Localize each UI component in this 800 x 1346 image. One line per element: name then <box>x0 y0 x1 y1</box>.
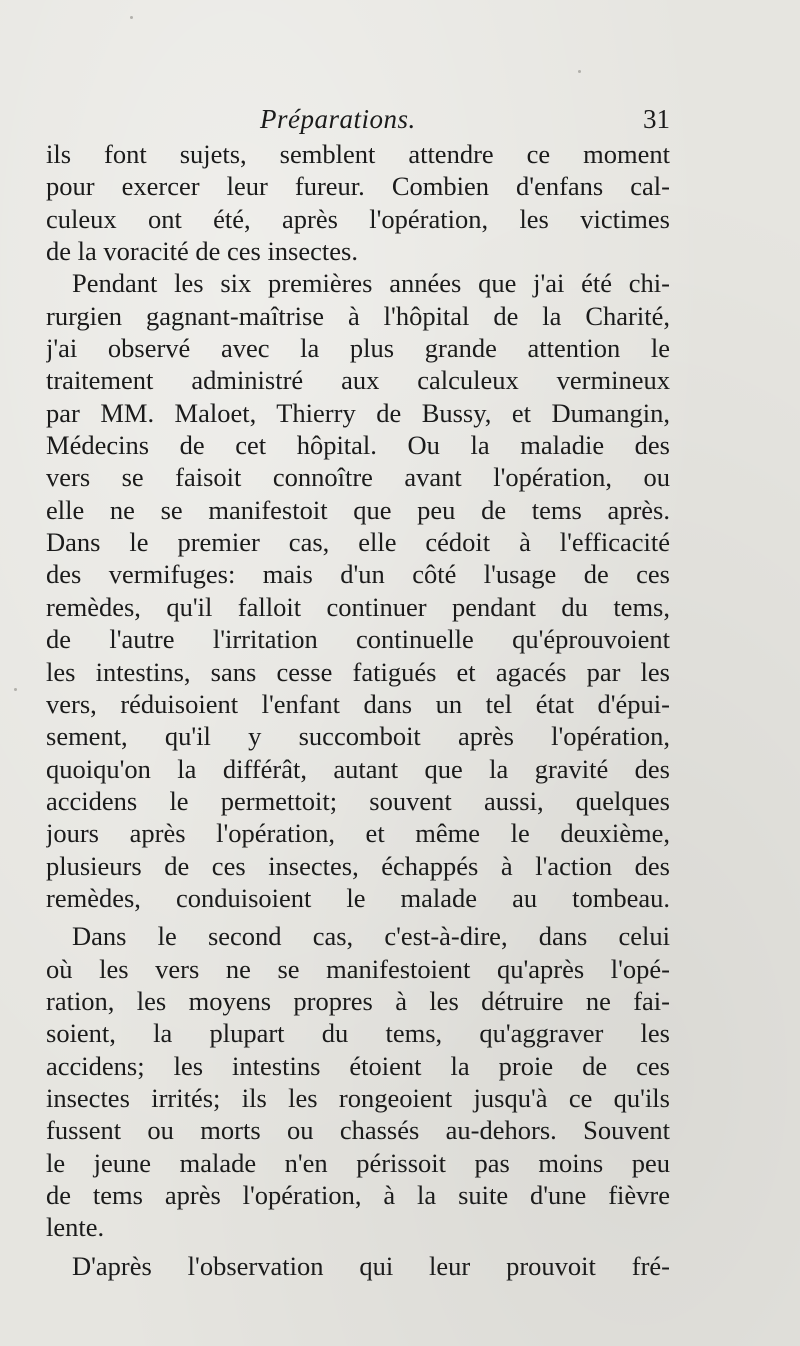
text-line: par MM. Maloet, Thierry de Bussy, et Dumangin, <box>46 397 670 428</box>
text-line: de la voracité de ces insectes. <box>46 236 358 267</box>
text-line: D'après l'observation qui leur prouvoit fré- <box>72 1250 670 1281</box>
text-line: sement, qu'il y succomboit après l'opération, <box>46 721 670 752</box>
text-line: traitement administré aux calculeux vermineux <box>46 365 670 396</box>
body-text <box>46 138 670 1282</box>
text-line: remèdes, qu'il falloit continuer pendant du tems, <box>46 591 670 622</box>
text-line: pour exercer leur fureur. Combien d'enfans cal- <box>46 171 670 202</box>
text-line: Dans le premier cas, elle cédoit à l'efficacité <box>46 527 670 558</box>
text-line: quoiqu'on la différât, autant que la gravité des <box>46 753 670 784</box>
text-line: lente. <box>46 1212 105 1243</box>
text-line: rurgien gagnant-maîtrise à l'hôpital de la Charité, <box>46 300 670 331</box>
ink-speck <box>578 70 581 73</box>
text-line: remèdes, conduisoient le malade au tombeau. <box>46 882 670 913</box>
text-line: elle ne se manifestoit que peu de tems après. <box>46 494 670 525</box>
text-line: j'ai observé avec la plus grande attention le <box>46 333 670 364</box>
page-header <box>46 104 670 138</box>
text-line: jours après l'opération, et même le deuxième, <box>46 818 670 849</box>
text-line: accidens; les intestins étoient la proie de ces <box>46 1050 670 1081</box>
text-line: accidens le permettoit; souvent aussi, quelques <box>46 785 670 816</box>
ink-speck <box>14 688 17 691</box>
text-line: vers, réduisoient l'enfant dans un tel état d'épui- <box>46 688 670 719</box>
text-line: ils font sujets, semblent attendre ce moment <box>46 139 670 169</box>
page-number: 31 <box>643 104 670 134</box>
text-line: vers se faisoit connoître avant l'opération, ou <box>46 462 670 493</box>
text-line: Dans le second cas, c'est-à-dire, dans celui <box>72 921 670 952</box>
text-line: de tems après l'opération, à la suite d'une fièvre <box>46 1180 670 1210</box>
text-line: plusieurs de ces insectes, échappés à l'action des <box>46 850 670 881</box>
text-line: ration, les moyens propres à les détruire ne fai- <box>46 985 670 1016</box>
text-line: soient, la plupart du tems, qu'aggraver les <box>46 1018 670 1049</box>
text-line: fussent ou morts ou chassés au-dehors. Souvent <box>46 1115 670 1146</box>
text-line: de l'autre l'irritation continuelle qu'éprouvoient <box>46 624 670 655</box>
running-head: Préparations. <box>260 104 416 134</box>
text-line: où les vers ne se manifestoient qu'après l'opé- <box>46 953 670 984</box>
ink-speck <box>130 16 133 19</box>
text-line: Médecins de cet hôpital. Ou la maladie des <box>46 430 670 461</box>
text-line: insectes irrités; ils les rongeoient jusqu'à ce qu'ils <box>46 1082 670 1113</box>
text-line: les intestins, sans cesse fatigués et agacés par les <box>46 656 670 687</box>
text-line: le jeune malade n'en périssoit pas moins peu <box>46 1147 670 1178</box>
text-line: Pendant les six premières années que j'ai été chi- <box>72 268 670 299</box>
text-line: des vermifuges: mais d'un côté l'usage de ces <box>46 559 670 590</box>
text-line: culeux ont été, après l'opération, les victimes <box>46 203 670 234</box>
